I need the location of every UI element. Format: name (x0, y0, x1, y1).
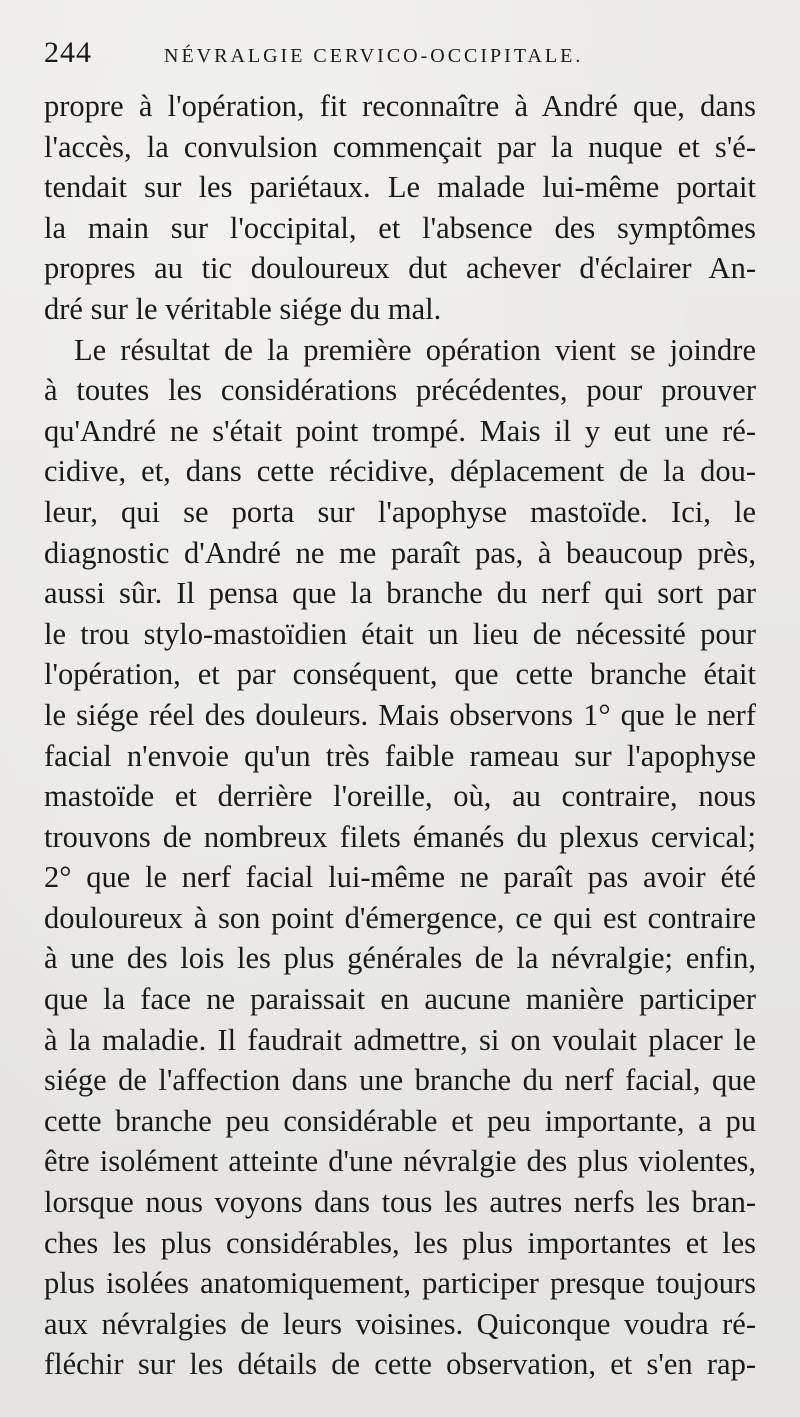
page-number: 244 (44, 36, 92, 69)
text-line: mastoïde et derrière l'oreille, où, au contraire, nous (44, 779, 756, 814)
text-line: plus isolées anatomiquement, participer presque toujours (44, 1266, 756, 1301)
text-line: 2° que le nerf facial lui-même ne paraît pas avoir été (44, 860, 756, 895)
text-line: cette branche peu considérable et peu importante, a pu (44, 1103, 756, 1138)
text-line: à la maladie. Il faudrait admettre, si on voulait placer le (44, 1022, 756, 1057)
text-line: la main sur l'occipital, et l'absence des symptômes (44, 210, 756, 245)
text-line: à toutes les considérations précédentes, pour prouver (44, 373, 756, 408)
text-line: propres au tic douloureux dut achever d'éclairer An- (44, 251, 756, 286)
text-line: Le résultat de la première opération vient se joindre (74, 332, 756, 367)
text-line: qu'André ne s'était point trompé. Mais il y eut une ré- (44, 413, 756, 448)
text-line: le siége réel des douleurs. Mais observons 1° que le nerf (44, 697, 756, 732)
text-line: siége de l'affection dans une branche du nerf facial, que (44, 1063, 756, 1098)
text-line: l'opération, et par conséquent, que cette branche était (44, 657, 756, 692)
text-line: être isolément atteinte d'une névralgie des plus violentes, (44, 1144, 756, 1179)
text-line: cidive, et, dans cette récidive, déplacement de la dou- (44, 454, 756, 489)
text-line: l'accès, la convulsion commençait par la nuque et s'é- (44, 129, 756, 164)
text-line: à une des lois les plus générales de la névralgie; enfin, (44, 941, 756, 976)
text-line: lorsque nous voyons dans tous les autres nerfs les bran- (44, 1185, 756, 1220)
text-line: le trou stylo-mastoïdien était un lieu de nécessité pour (44, 616, 756, 651)
body-text (44, 86, 756, 1385)
text-line: aux névralgies de leurs voisines. Quiconque voudra ré- (44, 1306, 756, 1341)
text-line: tendait sur les pariétaux. Le malade lui-même portait (44, 170, 756, 205)
running-title: NÉVRALGIE CERVICO-OCCIPITALE. (164, 45, 584, 67)
text-line: diagnostic d'André ne me paraît pas, à beaucoup près, (44, 535, 756, 570)
text-line: dré sur le véritable siége du mal. (44, 291, 442, 326)
text-line: facial n'envoie qu'un très faible rameau sur l'apophyse (44, 738, 756, 773)
text-line: douloureux à son point d'émergence, ce qui est contraire (44, 900, 756, 935)
text-line: ches les plus considérables, les plus importantes et les (44, 1225, 756, 1260)
text-line: fléchir sur les détails de cette observation, et s'en rap- (44, 1347, 756, 1382)
text-line: trouvons de nombreux filets émanés du plexus cervical; (44, 819, 756, 854)
page-header (44, 36, 756, 80)
text-line: que la face ne paraissait en aucune manière participer (44, 982, 756, 1017)
text-line: propre à l'opération, fit reconnaître à André que, dans (44, 89, 756, 123)
text-line: aussi sûr. Il pensa que la branche du nerf qui sort par (44, 576, 756, 611)
text-line: leur, qui se porta sur l'apophyse mastoïde. Ici, le (44, 494, 756, 529)
